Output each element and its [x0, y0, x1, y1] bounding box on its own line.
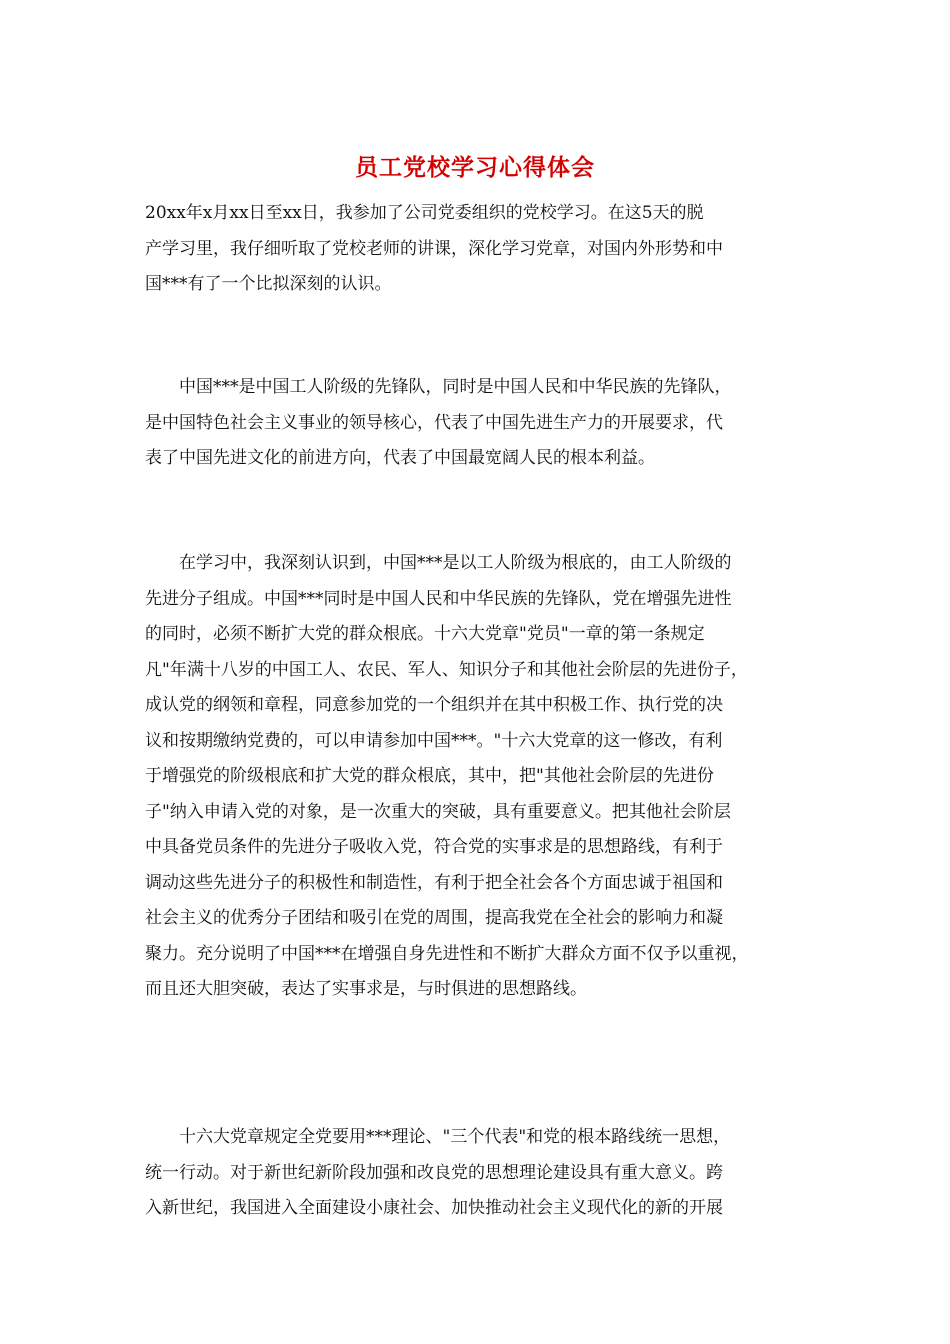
paragraph-line: 而且还大胆突破，表达了实事求是，与时俱进的思想路线。 — [145, 979, 587, 999]
paragraph-line: 十六大党章规定全党要用***理论、"三个代表"和党的根本路线统一思想， — [145, 1127, 731, 1147]
paragraph-line: 中具备党员条件的先进分子吸收入党，符合党的实事求是的思想路线，有利于 — [145, 837, 723, 857]
paragraph-line: 凡"年满十八岁的中国工人、农民、军人、知识分子和其他社会阶层的先进份子， — [145, 659, 748, 680]
paragraph-line: 入新世纪，我国进入全面建设小康社会、加快推动社会主义现代化的新的开展 — [145, 1198, 723, 1218]
paragraph-line: 国***有了一个比拟深刻的认识。 — [145, 274, 392, 294]
paragraph-line: 在学习中，我深刻认识到，中国***是以工人阶级为根底的，由工人阶级的 — [145, 553, 732, 573]
paragraph-line: 是中国特色社会主义事业的领导核心，代表了中国先进生产力的开展要求，代 — [145, 412, 723, 433]
paragraph-line: 20xx年x月xx日至xx日，我参加了公司党委组织的党校学习。在这5天的脱 — [145, 203, 704, 223]
paragraph-line: 统一行动。对于新世纪新阶段加强和改良党的思想理论建设具有重大意义。跨 — [145, 1162, 723, 1183]
paragraph-line: 的同时，必须不断扩大党的群众根底。十六大党章"党员"一章的第一条规定 — [145, 624, 705, 644]
paragraph-line: 表了中国先进文化的前进方向，代表了中国最宽阔人民的根本利益。 — [145, 448, 655, 468]
paragraph-line: 产学习里，我仔细听取了党校老师的讲课，深化学习党章，对国内外形势和中 — [145, 238, 723, 259]
paragraph-theory — [145, 1120, 805, 1227]
paragraph-line: 社会主义的优秀分子团结和吸引在党的周围，提高我党在全社会的影响力和凝 — [145, 908, 723, 928]
paragraph-vanguard — [145, 370, 805, 477]
paragraph-intro — [145, 196, 805, 303]
paragraph-line: 中国***是中国工人阶级的先锋队，同时是中国人民和中华民族的先锋队， — [145, 377, 732, 397]
paragraph-line: 先进分子组成。中国***同时是中国人民和中华民族的先锋队，党在增强先进性 — [145, 588, 732, 609]
paragraph-line: 于增强党的阶级根底和扩大党的群众根底，其中，把"其他社会阶层的先进份 — [145, 766, 714, 786]
document-title: 员工党校学习心得体会 — [355, 154, 595, 181]
paragraph-line: 调动这些先进分子的积极性和制造性，有利于把全社会各个方面忠诚于祖国和 — [145, 872, 723, 893]
paragraph-line: 聚力。充分说明了中国***在增强自身先进性和不断扩大群众方面不仅予以重视， — [145, 943, 749, 964]
paragraph-line: 成认党的纲领和章程，同意参加党的一个组织并在其中积极工作、执行党的决 — [145, 695, 723, 715]
paragraph-line: 子"纳入申请入党的对象，是一次重大的突破，具有重要意义。把其他社会阶层 — [145, 801, 731, 822]
paragraph-line: 议和按期缴纳党费的，可以申请参加中国***。"十六大党章的这一修改，有利 — [145, 730, 723, 751]
paragraph-learning — [145, 546, 805, 1008]
